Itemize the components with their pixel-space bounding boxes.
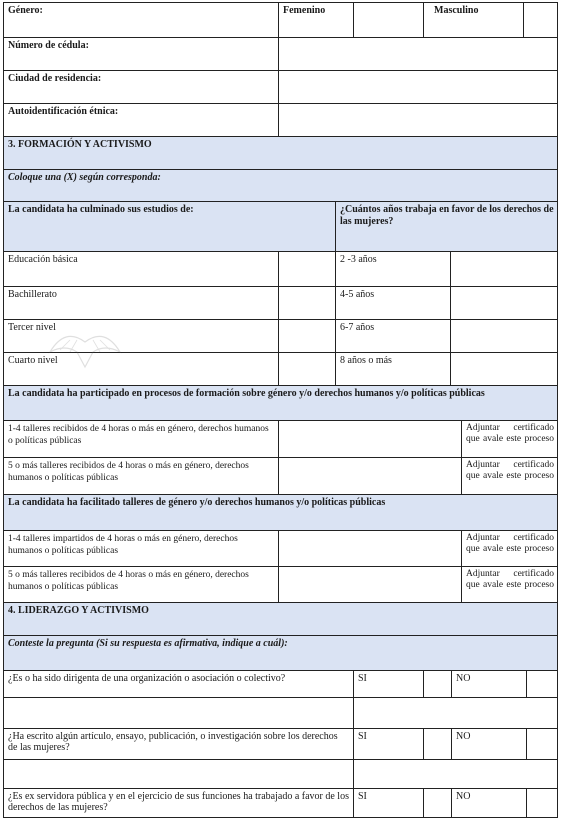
sec3-title: 3. FORMACIÓN Y ACTIVISMO <box>3 136 558 169</box>
no-label: NO <box>451 728 526 759</box>
sec3-columns-row <box>3 201 558 251</box>
anios-box[interactable] <box>450 251 558 286</box>
adjuntar-note: Adjuntar certificado que avale este proceso <box>461 566 558 602</box>
no-label: NO <box>451 670 526 697</box>
sec4-instruction: Conteste la pregunta (Si su respuesta es afirmativa, indique a cuál): <box>3 635 558 670</box>
sec4-title-row <box>3 602 558 635</box>
no-box[interactable] <box>526 728 558 759</box>
genero-masculino-box[interactable] <box>523 2 558 37</box>
si-label: SI <box>353 788 423 818</box>
estudio-label: Tercer nivel <box>3 319 278 352</box>
answer-spacer <box>3 697 353 728</box>
sec4-instruction-row <box>3 635 558 670</box>
adjuntar-note: Adjuntar certificado que avale este proceso <box>461 457 558 494</box>
formacion-header-row <box>3 385 558 420</box>
anios-label: 4-5 años <box>335 286 450 319</box>
si-box[interactable] <box>423 670 451 697</box>
estudio-row <box>3 251 558 286</box>
answer-field[interactable] <box>353 759 558 788</box>
col-right-header: ¿Cuántos años trabaja en favor de los derechos de las mujeres? <box>335 201 558 251</box>
anios-box[interactable] <box>450 319 558 352</box>
si-label: SI <box>353 728 423 759</box>
facilitado-label: 5 o más talleres recibidos de 4 horas o más en género, derechos humanos o políticas públicas <box>3 566 278 602</box>
sec3-instruction: Coloque una (X) según corresponda: <box>3 169 558 201</box>
genero-femenino-label: Femenino <box>278 2 353 37</box>
estudio-label: Educación básica <box>3 251 278 286</box>
ciudad-label: Ciudad de residencia: <box>3 70 278 103</box>
anios-label: 2 -3 años <box>335 251 450 286</box>
genero-row <box>3 2 558 37</box>
facilitado-header: La candidata ha facilitado talleres de género y/o derechos humanos y/o políticas públicas <box>3 494 558 530</box>
facilitado-box[interactable] <box>278 566 461 602</box>
cedula-label: Número de cédula: <box>3 37 278 70</box>
formacion-box[interactable] <box>278 420 461 457</box>
anios-label: 8 años o más <box>335 352 450 385</box>
formacion-row <box>3 457 558 494</box>
eagle-watermark-icon <box>45 322 125 372</box>
answer-row <box>3 697 558 728</box>
genero-femenino-box[interactable] <box>353 2 423 37</box>
no-box[interactable] <box>526 788 558 818</box>
autoid-field[interactable] <box>278 103 558 136</box>
answer-field[interactable] <box>353 697 558 728</box>
formacion-header: La candidata ha participado en procesos de formación sobre género y/o derechos humanos y/o políticas públicas <box>3 385 558 420</box>
sec3-instruction-row <box>3 169 558 201</box>
cedula-field[interactable] <box>278 37 558 70</box>
formacion-label: 1-4 talleres recibidos de 4 horas o más en género, derechos humanos o políticas públicas <box>3 420 278 457</box>
estudio-box[interactable] <box>278 319 335 352</box>
question-text: ¿Ha escrito algún artículo, ensayo, publicación, o investigación sobre los derechos de las mujeres? <box>3 728 353 759</box>
question-row <box>3 788 558 818</box>
question-row <box>3 728 558 759</box>
genero-masculino-label: Masculino <box>423 2 523 37</box>
formacion-label: 5 o más talleres recibidos de 4 horas o más en género, derechos humanos o políticas públicas <box>3 457 278 494</box>
question-text: ¿Es o ha sido dirigenta de una organización o asociación o colectivo? <box>3 670 353 697</box>
col-left-header: La candidata ha culminado sus estudios de: <box>3 201 335 251</box>
question-row <box>3 670 558 697</box>
estudio-box[interactable] <box>278 352 335 385</box>
formacion-row <box>3 420 558 457</box>
no-box[interactable] <box>526 670 558 697</box>
estudio-row <box>3 286 558 319</box>
estudio-box[interactable] <box>278 286 335 319</box>
anios-label: 6-7 años <box>335 319 450 352</box>
si-box[interactable] <box>423 728 451 759</box>
autoid-label: Autoidentificación étnica: <box>3 103 278 136</box>
anios-box[interactable] <box>450 352 558 385</box>
ciudad-field[interactable] <box>278 70 558 103</box>
adjuntar-note: Adjuntar certificado que avale este proceso <box>461 530 558 566</box>
answer-spacer <box>3 759 353 788</box>
answer-row <box>3 759 558 788</box>
facilitado-row <box>3 530 558 566</box>
genero-label: Género: <box>3 2 278 37</box>
question-text: ¿Es ex servidora pública y en el ejercicio de sus funciones ha trabajado a favor de los derechos de las mujeres? <box>3 788 353 818</box>
facilitado-box[interactable] <box>278 530 461 566</box>
si-label: SI <box>353 670 423 697</box>
autoid-row <box>3 103 558 136</box>
si-box[interactable] <box>423 788 451 818</box>
sec4-title: 4. LIDERAZGO Y ACTIVISMO <box>3 602 558 635</box>
anios-box[interactable] <box>450 286 558 319</box>
facilitado-header-row <box>3 494 558 530</box>
formacion-box[interactable] <box>278 457 461 494</box>
facilitado-label: 1-4 talleres impartidos de 4 horas o más en género, derechos humanos o políticas públicas <box>3 530 278 566</box>
cedula-row <box>3 37 558 70</box>
estudio-label: Bachillerato <box>3 286 278 319</box>
sec3-title-row <box>3 136 558 169</box>
ciudad-row <box>3 70 558 103</box>
adjuntar-note: Adjuntar certificado que avale este proceso <box>461 420 558 457</box>
no-label: NO <box>451 788 526 818</box>
estudio-label: Cuarto nivel <box>3 352 278 385</box>
estudio-box[interactable] <box>278 251 335 286</box>
facilitado-row <box>3 566 558 602</box>
